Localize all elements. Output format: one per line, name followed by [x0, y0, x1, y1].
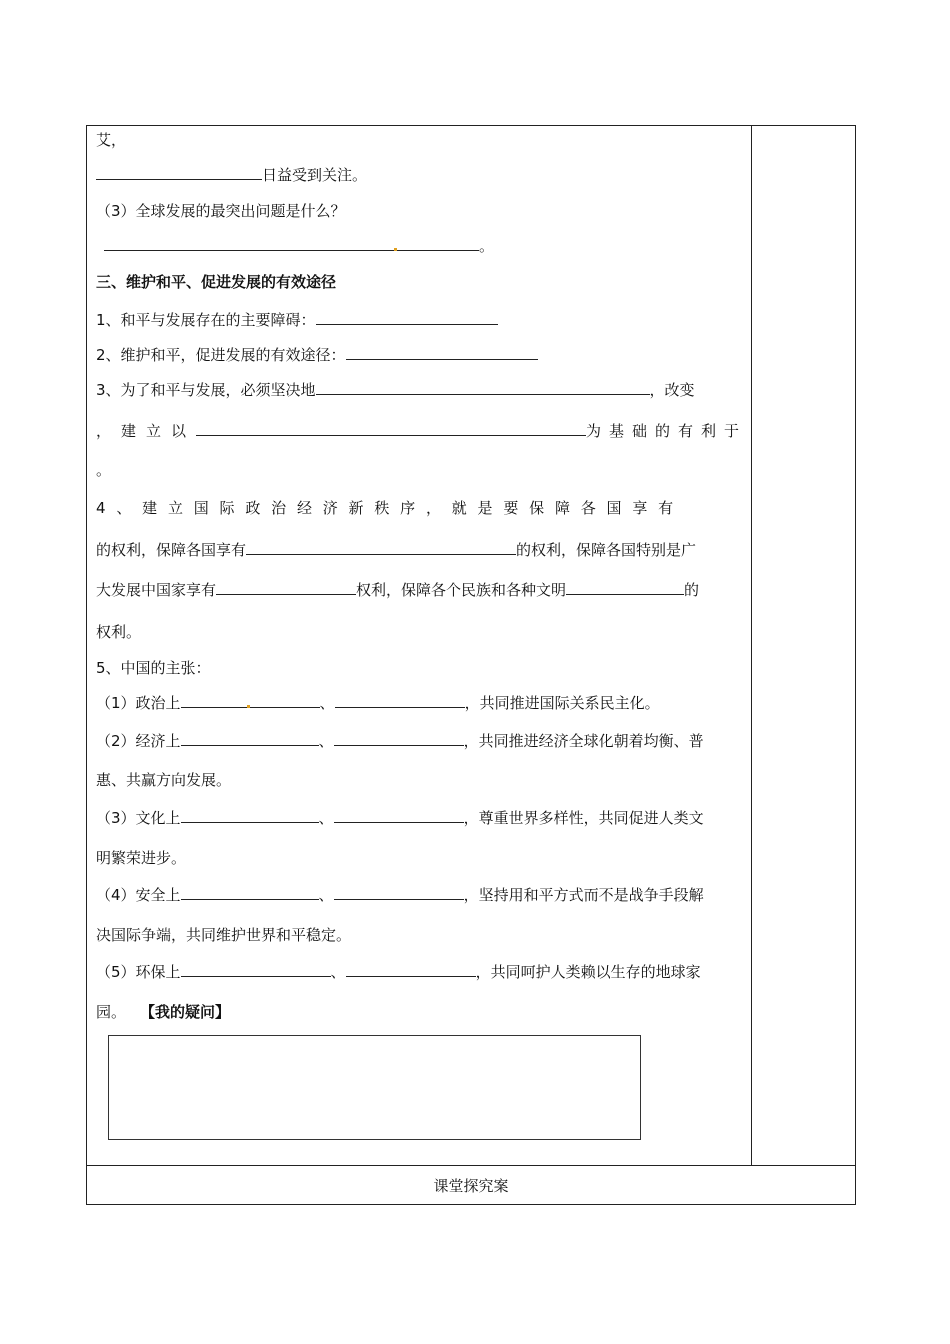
proposal-5-cont: 园。 【我的疑问】 [96, 1003, 231, 1021]
text-line: 艾， [96, 131, 127, 149]
answer-blank[interactable] [335, 693, 465, 708]
answer-blank[interactable] [181, 885, 319, 900]
question-3-end: 。 [96, 461, 112, 479]
question-3-cont: ，建立以 为基础的有利于 [96, 422, 748, 440]
answer-blank[interactable] [566, 580, 684, 595]
proposal-5: （5）环保上 、 ，共同呵护人类赖以生存的地球家 [96, 963, 701, 981]
proposal-2: （2）经济上 、 ，共同推进经济全球化朝着均衡、普 [96, 732, 704, 750]
answer-blank[interactable] [181, 962, 331, 977]
answer-blank[interactable] [181, 693, 247, 708]
proposal-1: （1）政治上 、 ，共同推进国际关系民主化。 [96, 694, 660, 712]
answer-blank[interactable] [334, 808, 464, 823]
answer-blank[interactable] [334, 885, 464, 900]
answer-blank[interactable] [196, 421, 586, 436]
question-label: 【我的疑问】 [140, 1003, 231, 1021]
section-heading: 三、维护和平、促进发展的有效途径 [96, 273, 337, 291]
proposal-2-cont: 惠、共赢方向发展。 [96, 771, 232, 789]
answer-blank[interactable] [104, 236, 394, 251]
answer-blank[interactable] [96, 165, 262, 180]
answer-blank[interactable] [397, 236, 479, 251]
proposal-4: （4）安全上 、 ，坚持用和平方式而不是战争手段解 [96, 886, 704, 904]
question-4-line3: 大发展中国家享有 权利，保障各个民族和各种文明 的 [96, 581, 700, 599]
proposal-3-cont: 明繁荣进步。 [96, 849, 187, 867]
question-4-end: 权利。 [96, 623, 142, 641]
answer-blank[interactable] [216, 580, 356, 595]
proposal-3: （3）文化上 、 ，尊重世界多样性，共同促进人类文 [96, 809, 704, 827]
question-1: 1、和平与发展存在的主要障碍： [96, 310, 746, 330]
text-line: （3）全球发展的最突出问题是什么？ [96, 202, 346, 220]
answer-blank[interactable] [346, 962, 476, 977]
question-4: 4、建立国际政治经济新秩序，就是要保障各国享有 [96, 499, 684, 517]
answer-blank[interactable] [316, 310, 498, 325]
proposal-4-cont: 决国际争端，共同维护世界和平稳定。 [96, 926, 352, 944]
text-line: 日益受到关注。 [96, 165, 746, 185]
answer-blank[interactable] [316, 380, 650, 395]
text-line: 。 [96, 236, 746, 256]
question-3: 3、为了和平与发展，必须坚决地 ，改变 [96, 381, 695, 399]
answer-blank[interactable] [181, 731, 319, 746]
answer-blank[interactable] [346, 345, 538, 360]
question-4-line2: 的权利，保障各国享有 的权利，保障各国特别是广 [96, 541, 697, 559]
question-notes-box[interactable] [108, 1035, 641, 1140]
answer-blank[interactable] [246, 540, 516, 555]
answer-blank[interactable] [181, 808, 319, 823]
question-2: 2、维护和平，促进发展的有效途径： [96, 345, 746, 365]
footer-title: 课堂探究案 [433, 1177, 509, 1195]
column-divider [751, 125, 752, 1166]
question-5: 5、中国的主张： [96, 659, 211, 677]
answer-blank[interactable] [250, 693, 320, 708]
answer-blank[interactable] [334, 731, 464, 746]
